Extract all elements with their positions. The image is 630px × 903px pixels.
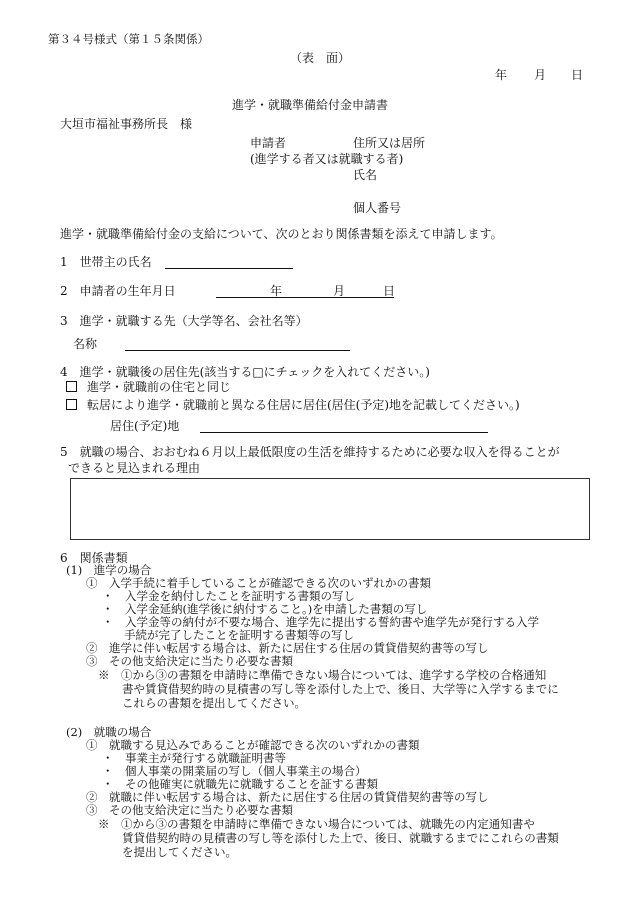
date-year-label: 年 — [495, 68, 508, 82]
employment-reason-textbox[interactable] — [70, 478, 590, 540]
form-side-label: （表 面） — [290, 51, 351, 65]
docs-sec2-title: (2) 就職の場合 — [66, 725, 152, 739]
birth-year-label: 年 — [270, 284, 283, 298]
residence-place-label: 居住(予定)地 — [110, 419, 180, 433]
item3-label: 3 進学・就職する先（大学等名、会社名等） — [60, 314, 308, 328]
item4-label: 4 進学・就職後の居住先(該当する□にチェックを入れてください。) — [60, 365, 430, 379]
same-residence-checkbox[interactable] — [66, 381, 77, 392]
relocation-option[interactable] — [66, 399, 520, 411]
relocation-label: 転居により進学・就職前と異なる住居に居住(居住(予定)地を記載してください。) — [87, 398, 520, 412]
form-title: 進学・就職準備給付金申請書 — [232, 98, 389, 112]
birth-day-label: 日 — [383, 284, 396, 298]
docs-sec2-item-c: ③ その他支給決定に当たり必要な書類 — [86, 803, 293, 817]
household-head-name-field[interactable] — [165, 268, 293, 269]
address-label: 住所又は居所 — [353, 136, 426, 150]
docs-sec1-item-c: ③ その他支給決定に当たり必要な書類 — [86, 654, 293, 668]
docs-sec2-note-line1: ※ ①から③の書類を申請時に準備できない場合については、就職先の内定通知書や — [98, 817, 535, 831]
applicant-label: 申請者 — [250, 136, 287, 150]
item5-label-line1: 5 就職の場合、おおむね６月以上最低限度の生活を維持するために必要な収入を得ることが — [60, 445, 560, 459]
docs-sec1-note-line3: これらの書類を提出してください。 — [122, 696, 306, 710]
name-label: 氏名 — [353, 168, 378, 182]
docs-sec2-item-a3: ・ その他確実に就職先に就職することを証する書類 — [102, 777, 378, 791]
docs-sec1-item-a3-line2: 手続が完了したことを証明する書類等の写し — [124, 628, 354, 642]
form-number: 第３４号様式（第１５条関係） — [48, 32, 209, 46]
docs-sec2-item-a2: ・ 個人事業の開業届の写し（個人事業主の場合） — [102, 764, 367, 778]
applicant-sublabel: (進学する者又は就職する者) — [250, 152, 404, 166]
relocation-checkbox[interactable] — [66, 399, 77, 410]
intro-text: 進学・就職準備給付金の支給について、次のとおり関係書類を添えて申請します。 — [60, 227, 503, 241]
docs-sec2-note-line2: 賃貸借契約時の見積書の写し等を添付した上で、後日、就職するまでにこれらの書類 — [122, 831, 559, 845]
docs-sec2-item-a1: ・ 事業主が発行する就職証明書等 — [102, 751, 286, 765]
birth-date-field[interactable] — [216, 297, 394, 298]
docs-sec2-item-a: ① 就職する見込みであることが確認できる次のいずれかの書類 — [86, 738, 420, 752]
docs-sec1-item-b: ② 進学に伴い転居する場合は、新たに居住する住居の賃貸借契約書等の写し — [86, 641, 489, 655]
birth-month-label: 月 — [333, 284, 346, 298]
docs-sec1-item-a: ① 入学手続に着手していることが確認できる次のいずれかの書類 — [86, 576, 431, 590]
same-residence-label: 進学・就職前の住宅と同じ — [87, 380, 232, 394]
docs-sec2-note-line3: を提出してください。 — [122, 845, 237, 859]
docs-sec2-item-b: ② 就職に伴い転居する場合は、新たに居住する住居の賃貸借契約書等の写し — [86, 790, 489, 804]
addressee: 大垣市福祉事務所長 様 — [60, 117, 193, 131]
docs-sec1-item-a3-line1: ・ 入学金等の納付が不要な場合、進学先に提出する誓約書や進学先が発行する入学 — [102, 615, 539, 629]
item5-label-line2: できると見込まれる理由 — [68, 461, 201, 475]
residence-place-field[interactable] — [200, 432, 488, 433]
date-month-label: 月 — [534, 68, 547, 82]
docs-sec1-title: (1) 進学の場合 — [66, 563, 152, 577]
docs-sec1-note-line2: 書や賃貸借契約時の見積書の写し等を添付した上で、後日、大学等に入学するまでに — [122, 682, 559, 696]
date-day-label: 日 — [571, 68, 584, 82]
docs-sec1-item-a2: ・ 入学金延納(進学後に納付すること。)を申請した書類の写し — [102, 602, 428, 616]
same-residence-option[interactable] — [66, 381, 231, 393]
item1-label: 1 世帯主の氏名 — [60, 255, 152, 269]
destination-name-field[interactable] — [125, 350, 350, 351]
docs-sec1-item-a1: ・ 入学金を納付したことを証明する書類の写し — [102, 589, 355, 603]
docs-sec1-note-line1: ※ ①から③の書類を申請時に準備できない場合については、進学する学校の合格通知 — [98, 668, 547, 682]
docs-heading: 6 関係書類 — [60, 551, 128, 565]
destination-name-label: 名称 — [73, 337, 98, 351]
item2-label: 2 申請者の生年月日 — [60, 284, 176, 298]
personal-number-label: 個人番号 — [353, 201, 402, 215]
